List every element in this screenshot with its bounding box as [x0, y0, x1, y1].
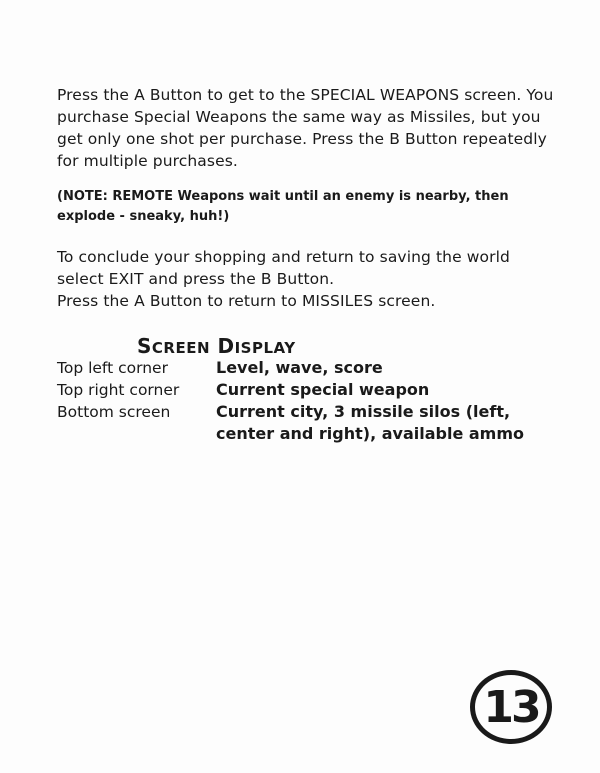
heading-initial-d: D — [217, 334, 235, 358]
heading-initial-s: S — [137, 334, 152, 358]
display-location-label: Top right corner — [57, 381, 180, 399]
heading-rest-isplay: ISPLAY — [234, 339, 296, 357]
display-location-value: Level, wave, score — [216, 358, 383, 377]
screen-display-table — [57, 357, 557, 445]
page-number-badge: 13 — [470, 670, 552, 744]
heading-rest-creen: CREEN — [151, 339, 211, 357]
table-row — [57, 401, 557, 445]
display-location-value: Current special weapon — [216, 380, 430, 399]
display-location-value: Current city, 3 missile silos (left, center and right), available ammo — [216, 402, 525, 443]
table-row — [57, 379, 557, 401]
display-location-label: Top left corner — [57, 359, 168, 377]
conclude-shopping-paragraph: To conclude your shopping and return to saving the world select EXIT and press the B Button. — [57, 248, 510, 288]
return-missiles-paragraph: Press the A Button to return to MISSILES screen. — [57, 292, 436, 310]
table-row — [57, 357, 557, 379]
display-location-label: Bottom screen — [57, 403, 171, 421]
remote-weapons-note: (NOTE: REMOTE Weapons wait until an enemy is nearby, then explode - sneaky, huh!) — [57, 189, 509, 224]
special-weapons-paragraph: Press the A Button to get to the SPECIAL WEAPONS screen. You purchase Special Weapons the same way as Missiles, but you get only one shot per purchase. Press the B Button repeatedly for multiple purchases. — [57, 86, 554, 170]
